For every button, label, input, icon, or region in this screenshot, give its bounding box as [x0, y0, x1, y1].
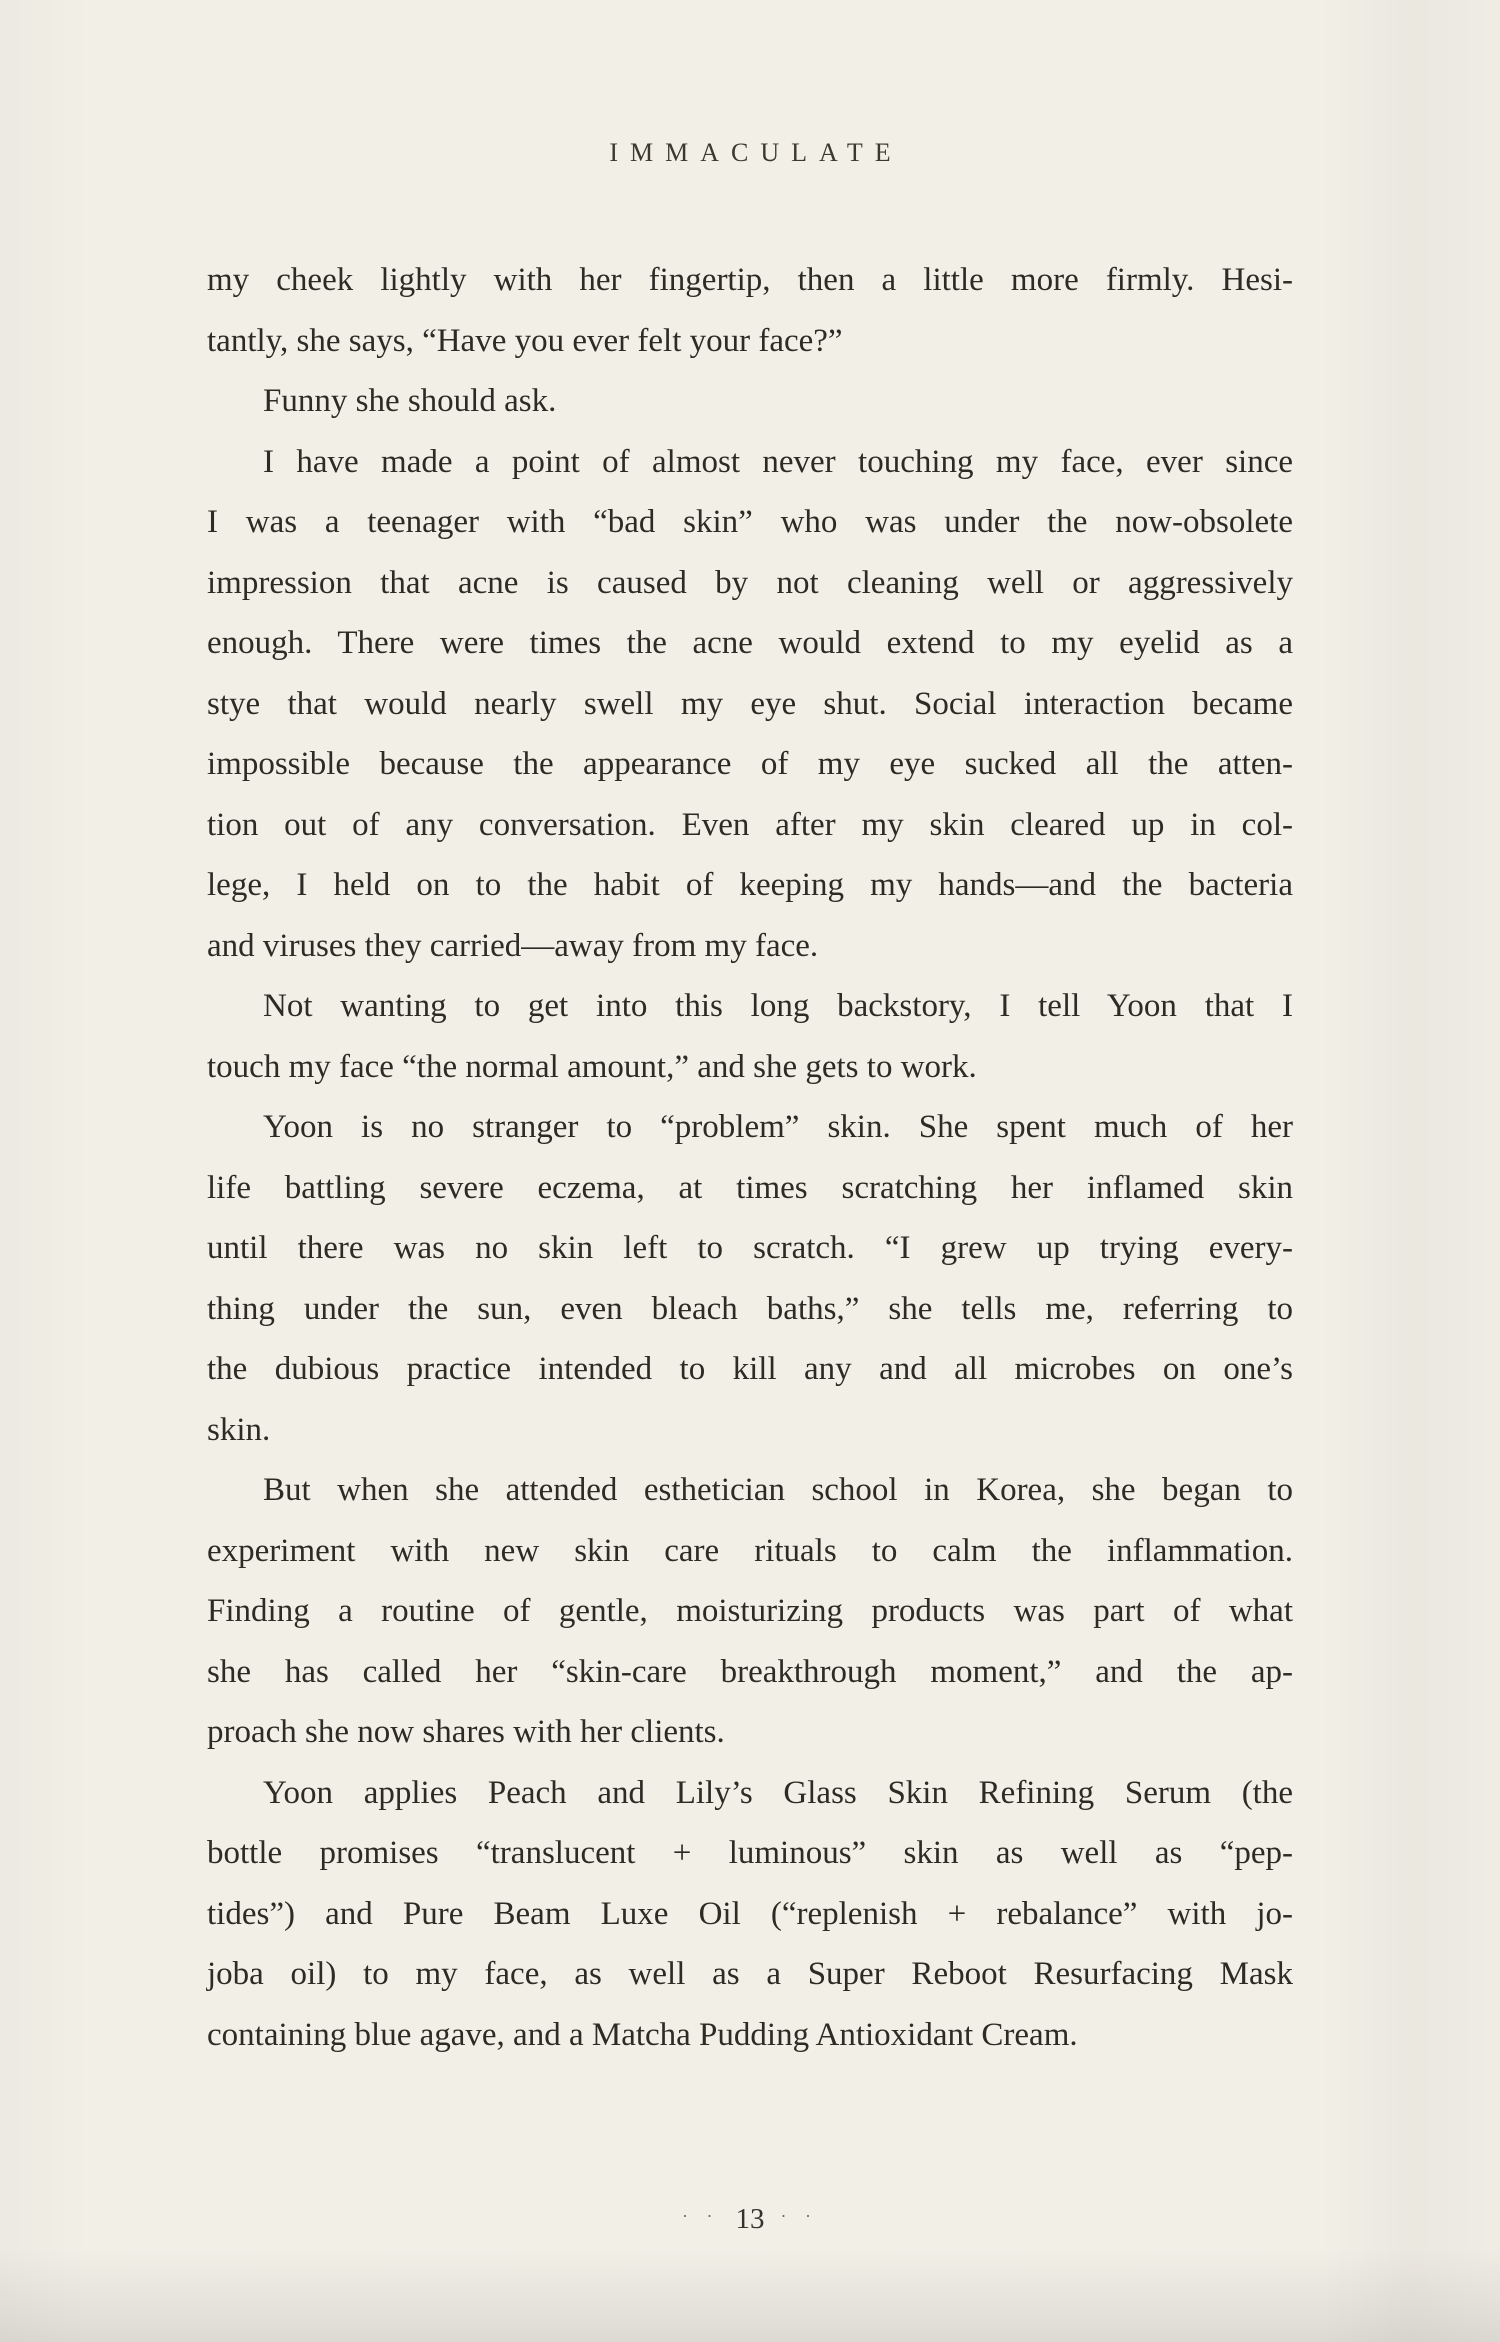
text-line: Yoon applies Peach and Lily’s Glass Skin Refining Serum (the	[263, 1774, 1293, 1811]
text-line: touch my face “the normal amount,” and she gets to work.	[207, 1048, 977, 1085]
paragraph	[207, 1763, 1293, 2066]
text-line: Finding a routine of gentle, moisturizing products was part of what	[207, 1593, 1293, 1629]
text-line: Funny she should ask.	[263, 383, 557, 419]
text-line: she has called her “skin-care breakthrough moment,” and the ap-	[207, 1653, 1293, 1690]
paragraph	[207, 1460, 1293, 1763]
text-line: But when she attended esthetician school in Korea, she began to	[263, 1472, 1293, 1508]
text-line: impression that acne is caused by not cleaning well or aggressively	[207, 564, 1293, 601]
running-header: IMMACULATE	[609, 138, 903, 167]
text-line: my cheek lightly with her fingertip, then a little more firmly. Hesi-	[207, 262, 1293, 298]
text-line: tides”) and Pure Beam Luxe Oil (“replenish + rebalance” with jo-	[207, 1895, 1293, 1932]
text-line: enough. There were times the acne would extend to my eyelid as a	[207, 625, 1293, 661]
page-body	[207, 250, 1293, 2065]
paragraph	[207, 1097, 1293, 1460]
footer-dots-left: · ·	[682, 2206, 720, 2226]
text-line: proach she now shares with her clients.	[207, 1714, 725, 1750]
text-line: the dubious practice intended to kill any and all microbes on one’s	[207, 1351, 1293, 1387]
text-line: tion out of any conversation. Even after my skin cleared up in col-	[207, 806, 1293, 843]
text-line: impossible because the appearance of my eye sucked all the atten-	[207, 746, 1293, 782]
text-line: and viruses they carried—away from my face.	[207, 927, 819, 964]
text-line: lege, I held on to the habit of keeping my hands—and the bacteria	[207, 867, 1293, 903]
text-line: thing under the sun, even bleach baths,” she tells me, referring to	[207, 1290, 1293, 1327]
text-line: stye that would nearly swell my eye shut. Social interaction became	[207, 685, 1293, 722]
paragraph	[207, 371, 1293, 432]
text-line: joba oil) to my face, as well as a Super Reboot Resurfacing Mask	[207, 1956, 1293, 1992]
page-footer	[0, 2203, 1500, 2236]
text-line: Yoon is no stranger to “problem” skin. She spent much of her	[263, 1109, 1293, 1145]
text-line: until there was no skin left to scratch. “I grew up trying every-	[207, 1230, 1293, 1266]
footer-dots-right: · ·	[780, 2206, 818, 2226]
text-line: I have made a point of almost never touching my face, ever since	[263, 443, 1293, 480]
paragraph	[207, 250, 1293, 371]
text-line: bottle promises “translucent + luminous” skin as well as “pep-	[207, 1835, 1293, 1871]
text-line: skin.	[207, 1411, 271, 1448]
text-line: Not wanting to get into this long backstory, I tell Yoon that I	[263, 988, 1293, 1024]
paragraph	[207, 432, 1293, 977]
text-line: tantly, she says, “Have you ever felt your face?”	[207, 322, 843, 359]
text-line: experiment with new skin care rituals to calm the inflammation.	[207, 1532, 1293, 1569]
page-number: 13	[735, 2203, 765, 2235]
text-line: I was a teenager with “bad skin” who was under the now-obsolete	[207, 504, 1293, 540]
paragraph	[207, 976, 1293, 1097]
text-line: life battling severe eczema, at times scratching her inflamed skin	[207, 1169, 1293, 1206]
text-line: containing blue agave, and a Matcha Pudding Antioxidant Cream.	[207, 2016, 1078, 2053]
